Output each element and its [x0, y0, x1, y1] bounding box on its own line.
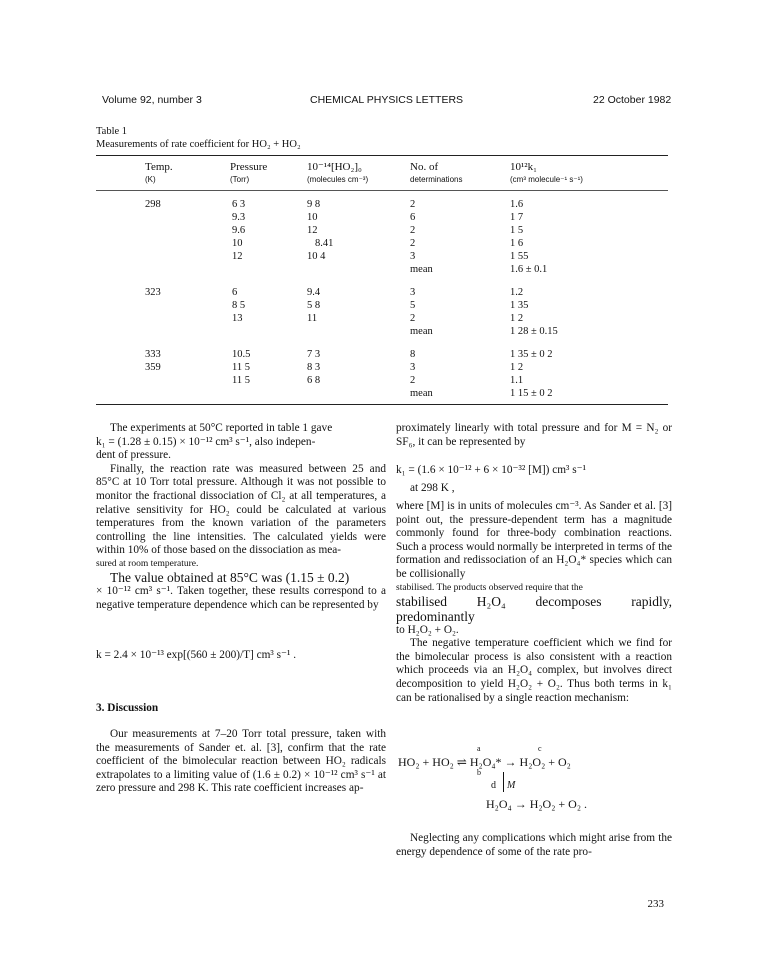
cell-pressure: 11 5	[232, 362, 250, 373]
cell-pressure: 10.5	[232, 349, 251, 360]
scheme-label-d: d	[491, 780, 496, 791]
running-header-journal: CHEMICAL PHYSICS LETTERS	[310, 94, 464, 106]
paragraph-discussion: Our measurements at 7–20 Torr total pressure, taken with the measurements of Sander et. al. [3], confirm that the rate coefficient of the bimolecular reaction between HO₂ radicals extrapolates to a limiting value of (1.6 ± 0.2) × 10⁻¹² cm³ s⁻¹ at zero pressure and 298 K. This rate coefficient increases ap-	[96, 728, 386, 795]
left-column	[96, 422, 386, 612]
cell-mean-label: mean	[410, 264, 433, 275]
scheme-line-2: H₂O₄ → H₂O₂ + O₂ .	[486, 797, 588, 811]
cell-determinations: 2	[410, 375, 416, 386]
cell-determinations: 3	[410, 287, 416, 298]
paragraph-sander-end: to H₂O₂ + O₂.	[396, 623, 459, 636]
cell-determinations: 2	[410, 238, 416, 249]
scheme-label-c: c	[538, 744, 542, 753]
equation-k1-condition: at 298 K ,	[410, 482, 455, 494]
col-unit-pressure: (Torr)	[230, 175, 250, 184]
cell-pressure: 8 5	[232, 300, 246, 311]
cell-mean-rate: 1 28 ± 0.15	[510, 326, 558, 337]
paragraph-pressure: proximately linearly with total pressure and for M = N₂ or SF₆, it can be represented by	[396, 422, 672, 448]
scheme-label-b: b	[477, 768, 481, 777]
table-bottom-rule	[96, 404, 668, 405]
paragraph-neglecting: Neglecting any complications which might arise from the energy dependence of some of the rate pro-	[396, 832, 672, 858]
col-header-concentration: 10⁻¹⁴[HO₂]₀	[307, 161, 362, 173]
cell-pressure: 12	[232, 251, 243, 262]
cell-determinations: 2	[410, 225, 416, 236]
running-header-date: 22 October 1982	[593, 94, 672, 106]
cell-pressure: 10	[232, 238, 243, 249]
cell-concentration: 6 8	[307, 375, 321, 386]
right-column	[396, 422, 672, 449]
section-heading-discussion: 3. Discussion	[96, 702, 159, 714]
cell-rate: 1 2	[510, 362, 524, 373]
table-caption: Measurements of rate coefficient for HO₂ + HO₂	[96, 139, 301, 150]
cell-determinations: 2	[410, 313, 416, 324]
col-unit-rate: (cm³ molecule⁻¹ s⁻¹)	[510, 175, 583, 184]
cell-rate: 1.1	[510, 375, 524, 386]
cell-pressure: 9.3	[232, 212, 246, 223]
right-column-mechanism	[396, 500, 672, 705]
cell-determinations: 3	[410, 251, 416, 262]
cell-concentration: 8 3	[307, 362, 321, 373]
table-top-rule	[96, 155, 668, 156]
col-header-temp: Temp.	[145, 161, 173, 173]
col-header-rate: 10¹²k₁	[510, 161, 537, 173]
paragraph-sander-big: stabilised H₂O₄ decomposes rapidly, predominantly	[396, 593, 672, 624]
left-column-discussion	[96, 728, 386, 796]
cell-pressure: 6	[232, 287, 238, 298]
cell-concentration: 8.41	[315, 238, 334, 249]
cell-mean-label: mean	[410, 388, 433, 399]
scheme-label-a: a	[477, 744, 481, 753]
scheme-label-M: M	[507, 780, 516, 791]
paragraph-temperature-small: sured at room temperature.	[96, 558, 199, 569]
cell-rate: 1.6	[510, 199, 524, 210]
paragraph-50c-line3: dent of pressure.	[96, 449, 171, 462]
cell-concentration: 10	[307, 212, 318, 223]
table-label: Table 1	[96, 126, 128, 137]
page-number: 233	[647, 898, 664, 910]
cell-concentration: 9 8	[307, 199, 321, 210]
cell-rate: 1 6	[510, 238, 524, 249]
paragraph-negative-temperature: The negative temperature coefficient which we find for the bimolecular process is also consistent with a reaction which proceeds via an H₂O₄ complex, but involves direct decomposition to yield H₂O₂ + O₂. Thus both terms in k₁ can be rationalised by a single reaction mechanism:	[396, 637, 672, 704]
right-column-final	[396, 832, 672, 859]
cell-concentration: 9.4	[307, 287, 321, 298]
table-header-rule	[96, 190, 668, 191]
cell-temp: 298	[145, 199, 161, 210]
cell-temp: 333	[145, 349, 161, 360]
cell-rate: 1 5	[510, 225, 524, 236]
paragraph-temperature: Finally, the reaction rate was measured between 25 and 85°C at 10 Torr total pressure. Although it was not possible to monitor the fractional dissociation of Cl₂ at all temperatures, a relative sensitivity for HO₂ could be calculated at various temperatures from the known variation of the parameters controlling the line intensities. The calculated yields were within 10% of those based on the dissociation as mea-	[96, 462, 386, 557]
cell-concentration: 10 4	[307, 251, 326, 262]
cell-concentration: 5 8	[307, 300, 321, 311]
cell-concentration: 11	[307, 313, 318, 324]
cell-pressure: 13	[232, 313, 243, 324]
cell-rate: 1 7	[510, 212, 524, 223]
cell-rate: 1 35 ± 0 2	[510, 349, 553, 360]
cell-rate: 1 55	[510, 251, 529, 262]
cell-mean-label: mean	[410, 326, 433, 337]
cell-rate: 1 35	[510, 300, 529, 311]
cell-determinations: 2	[410, 199, 416, 210]
cell-mean-rate: 1 15 ± 0 2	[510, 388, 553, 399]
paragraph-temperature-end: × 10⁻¹² cm³ s⁻¹. Taken together, these results correspond to a negative temperature dependence which can be represented by	[96, 584, 386, 611]
cell-determinations: 8	[410, 349, 416, 360]
cell-pressure: 11 5	[232, 375, 250, 386]
cell-concentration: 7 3	[307, 349, 321, 360]
col-header-determinations: No. of	[410, 161, 439, 173]
cell-pressure: 6 3	[232, 199, 246, 210]
running-header-volume: Volume 92, number 3	[102, 94, 202, 106]
equation-k1: k₁ = (1.6 × 10⁻¹² + 6 × 10⁻³² [M]) cm³ s⁻¹	[396, 464, 587, 476]
cell-determinations: 3	[410, 362, 416, 373]
scheme-line-1: HO₂ + HO₂ ⇌ H₂O₄* → H₂O₂ + O₂	[398, 755, 571, 769]
cell-rate: 1 2	[510, 313, 524, 324]
cell-pressure: 9.6	[232, 225, 246, 236]
paragraph-sander-small: stabilised. The products observed require that the	[396, 582, 583, 593]
cell-determinations: 5	[410, 300, 416, 311]
cell-temp: 323	[145, 287, 161, 298]
paragraph-sander: where [M] is in units of molecules cm⁻³. As Sander et al. [3] point out, the pressure-dependent term has a magnitude commonly found for three-body combination reactions. Such a process would normally be interpreted in terms of the formation and redissociation of an H₂O₄* species which can be collisionally	[396, 500, 672, 580]
cell-determinations: 6	[410, 212, 416, 223]
cell-concentration: 12	[307, 225, 318, 236]
paragraph-50c-line2: k₁ = (1.28 ± 0.15) × 10⁻¹² cm³ s⁻¹, also indepen-	[96, 435, 316, 448]
cell-mean-rate: 1.6 ± 0.1	[510, 264, 548, 275]
col-header-pressure: Pressure	[230, 161, 268, 173]
paragraph-50c-line1: The experiments at 50°C reported in table 1 gave	[110, 422, 333, 434]
col-unit-determinations: determinations	[410, 175, 463, 184]
scheme-down-arrow	[503, 772, 504, 792]
col-unit-temp: (K)	[145, 175, 156, 184]
cell-rate: 1.2	[510, 287, 524, 298]
col-unit-concentration: (molecules cm⁻³)	[307, 175, 369, 184]
paragraph-temperature-big: The value obtained at 85°C was (1.15 ± 0.2)	[110, 569, 350, 585]
cell-temp: 359	[145, 362, 161, 373]
equation-arrhenius: k = 2.4 × 10⁻¹³ exp[(560 ± 200)/T] cm³ s⁻¹ .	[96, 649, 297, 661]
